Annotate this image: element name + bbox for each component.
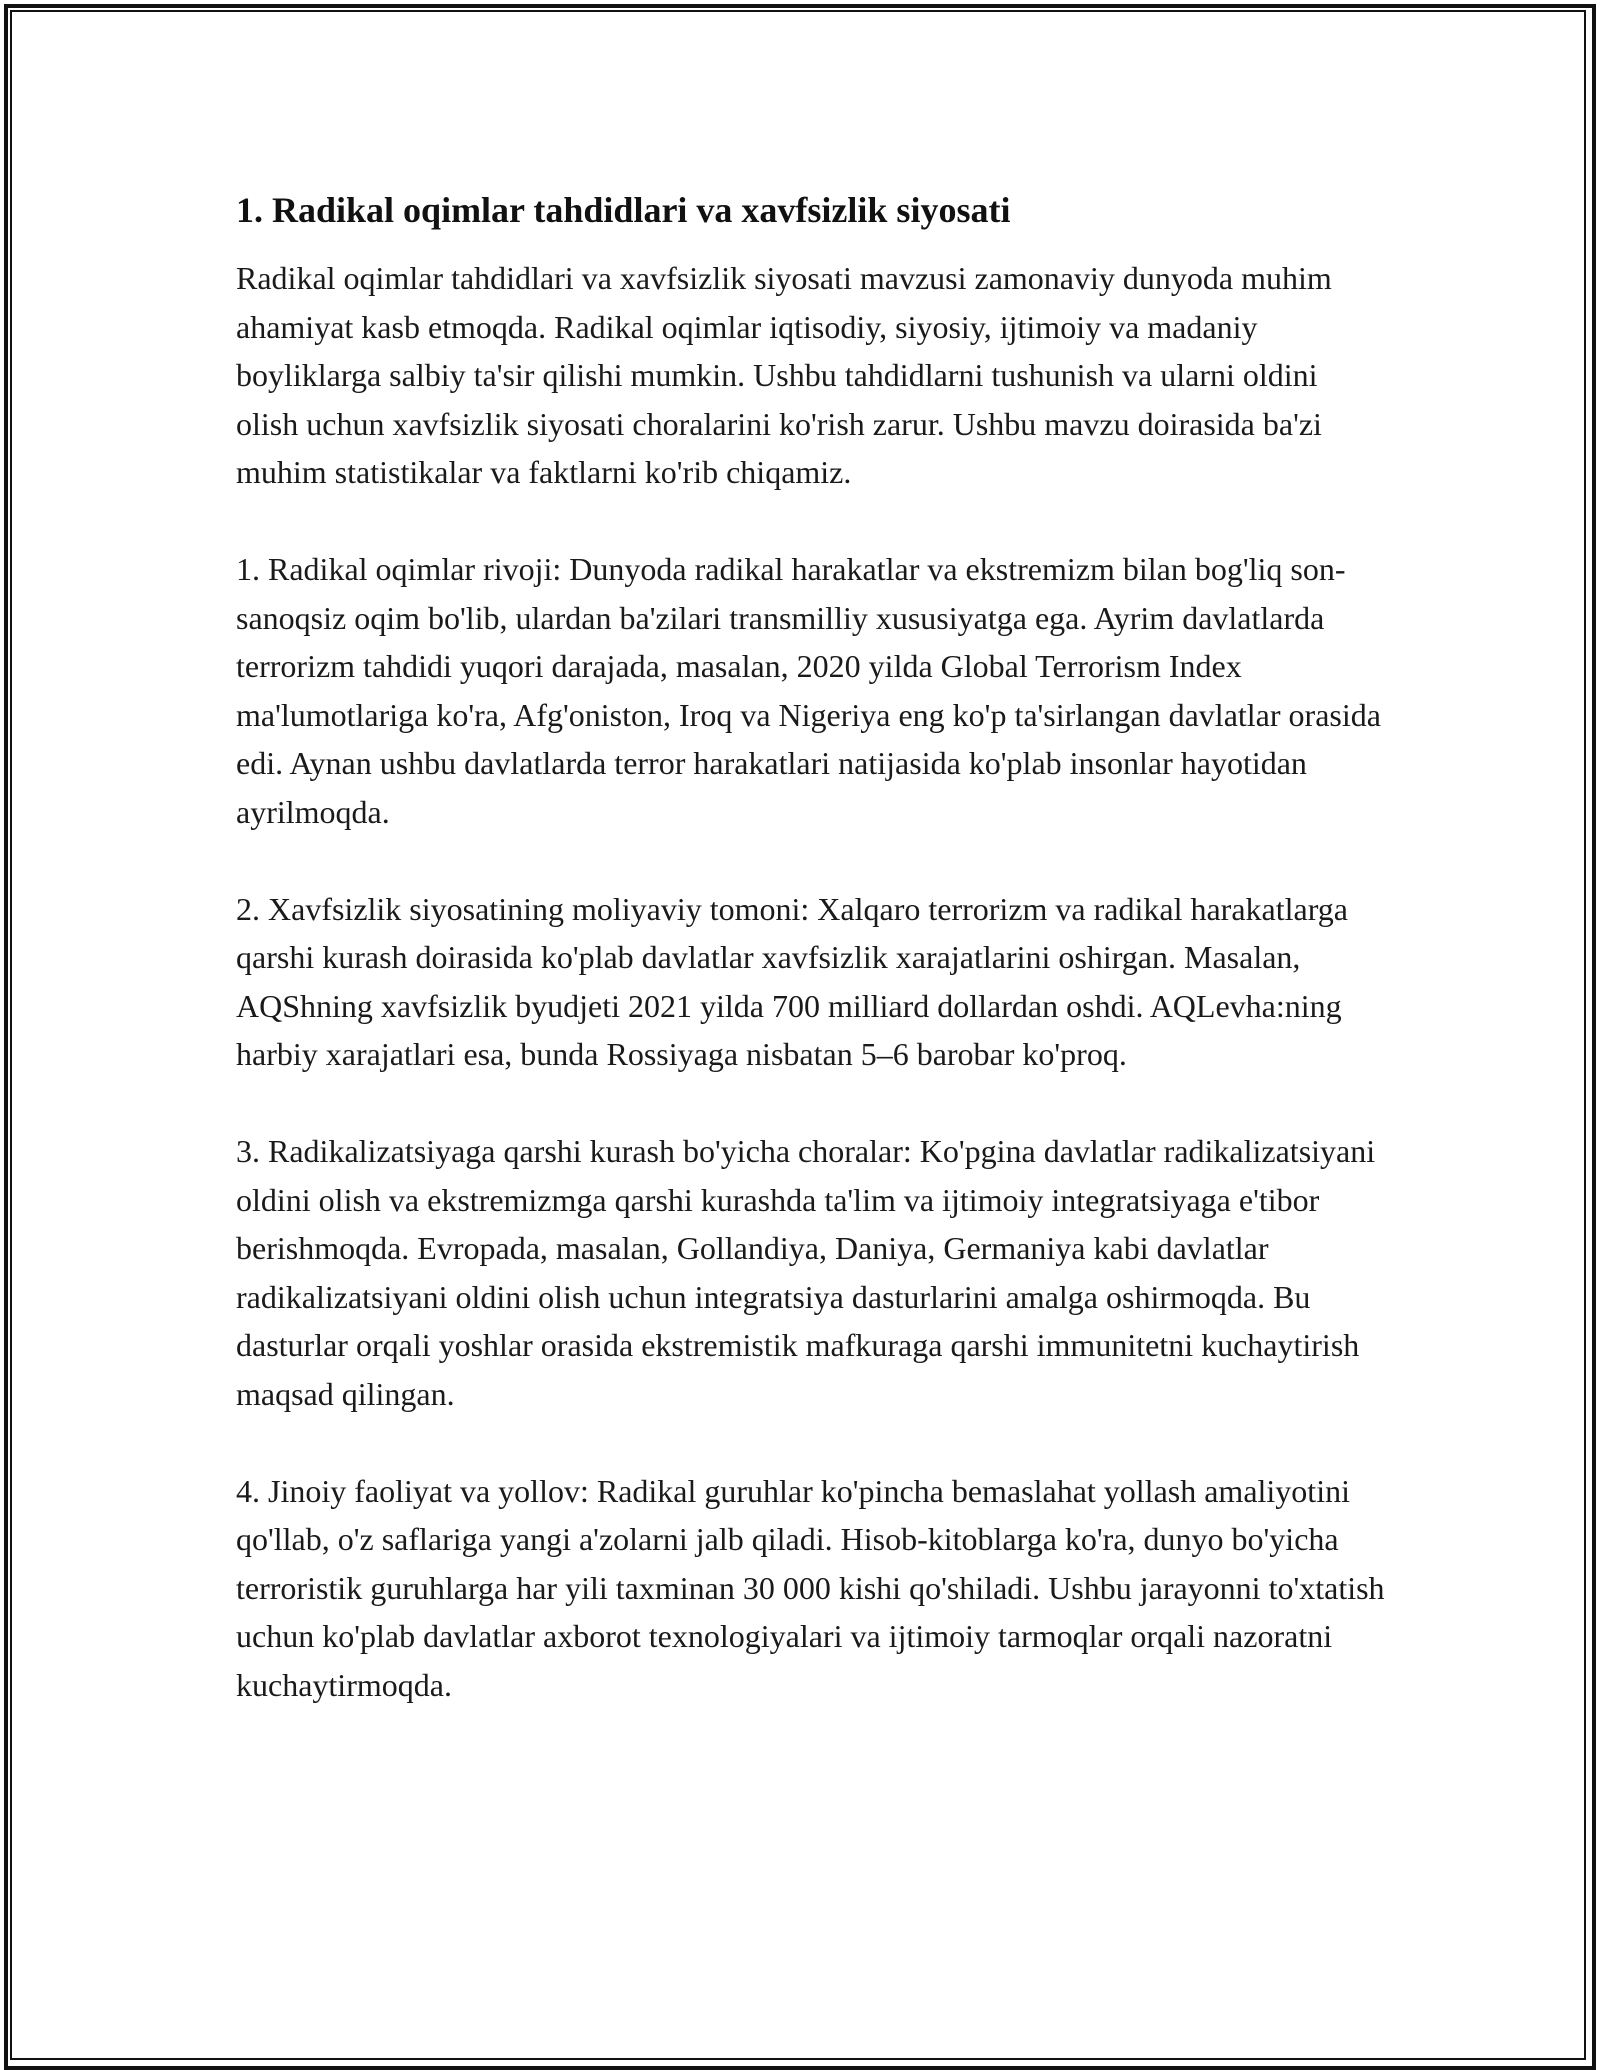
paragraph-security-funding: 2. Xavfsizlik siyosatining moliyaviy tomoni: Xalqaro terrorizm va radikal harakatlarga qarshi kurash doirasida ko'plab davlatlar xavfsizlik xarajatlarini oshirgan. Masalan, AQShning xavfsizlik byudjeti 2021 yilda 700 milliard dollardan oshdi. AQLevha:ning harbiy xarajatlari esa, bunda Rossiyaga nisbatan 5–6 barobar ko'proq.	[236, 890, 1348, 1072]
intro-paragraph: Radikal oqimlar tahdidlari va xavfsizlik siyosati mavzusi zamonaviy dunyoda muhim ahamiyat kasb etmoqda. Radikal oqimlar iqtisodiy, siyosiy, ijtimoiy va madaniy boyliklarga salbiy ta'sir qilishi mumkin. Ushbu tahdidlarni tushunish va ularni oldini olish uchun xavfsizlik siyosati choralarini ko'rish zarur. Ushbu mavzu doirasida ba'zi muhim statistikalar va faktlarni ko'rib chiqamiz.	[236, 260, 1332, 490]
paragraph-recruitment: 4. Jinoiy faoliyat va yollov: Radikal guruhlar ko'pincha bemaslahat yollash amaliyotini qo'llab, o'z saflariga yangi a'zolarni jalb qiladi. Hisob-kitoblarga ko'ra, dunyo bo'yicha terroristik guruhlarga har yili taxminan 30 000 kishi qo'shiladi. Ushbu jarayonni to'xtatish uchun ko'plab davlatlar axborot texnologiyalari va ijtimoiy tarmoqlar orqali nazoratni kuchaytirmoqda.	[236, 1472, 1385, 1703]
paragraph-counter-radicalization: 3. Radikalizatsiyaga qarshi kurash bo'yicha choralar: Ko'pgina davlatlar radikalizatsiyani oldini olish va ekstremizmga qarshi kurashda ta'lim va ijtimoiy integratsiyaga e'tibor berishmoqda. Evropada, masalan, Gollandiya, Daniya, Germaniya kabi davlatlar radikalizatsiyani oldini olish uchun integratsiya dasturlarini amalga oshirmoqda. Bu dasturlar orqali yoshlar orasida ekstremistik mafkuraga qarshi immunitetni kuchaytirish maqsad qilingan.	[236, 1133, 1376, 1412]
paragraph-radical-currents-growth: 1. Radikal oqimlar rivoji: Dunyoda radikal harakatlar va ekstremizm bilan bog'liq son-sanoqsiz oqim bo'lib, ulardan ba'zilari transmilliy xususiyatga ega. Ayrim davlatlarda terrorizm tahdidi yuqori darajada, masalan, 2020 yilda Global Terrorism Index ma'lumotlariga ko'ra, Afg'oniston, Iroq va Nigeriya eng ko'p ta'sirlangan davlatlar orasida edi. Aynan ushbu davlatlarda terror harakatlari natijasida ko'plab insonlar hayotidan ayrilmoqda.	[236, 551, 1381, 830]
section-heading: 1. Radikal oqimlar tahdidlari va xavfsizlik siyosati	[236, 190, 1011, 230]
document-body	[236, 186, 1386, 1709]
